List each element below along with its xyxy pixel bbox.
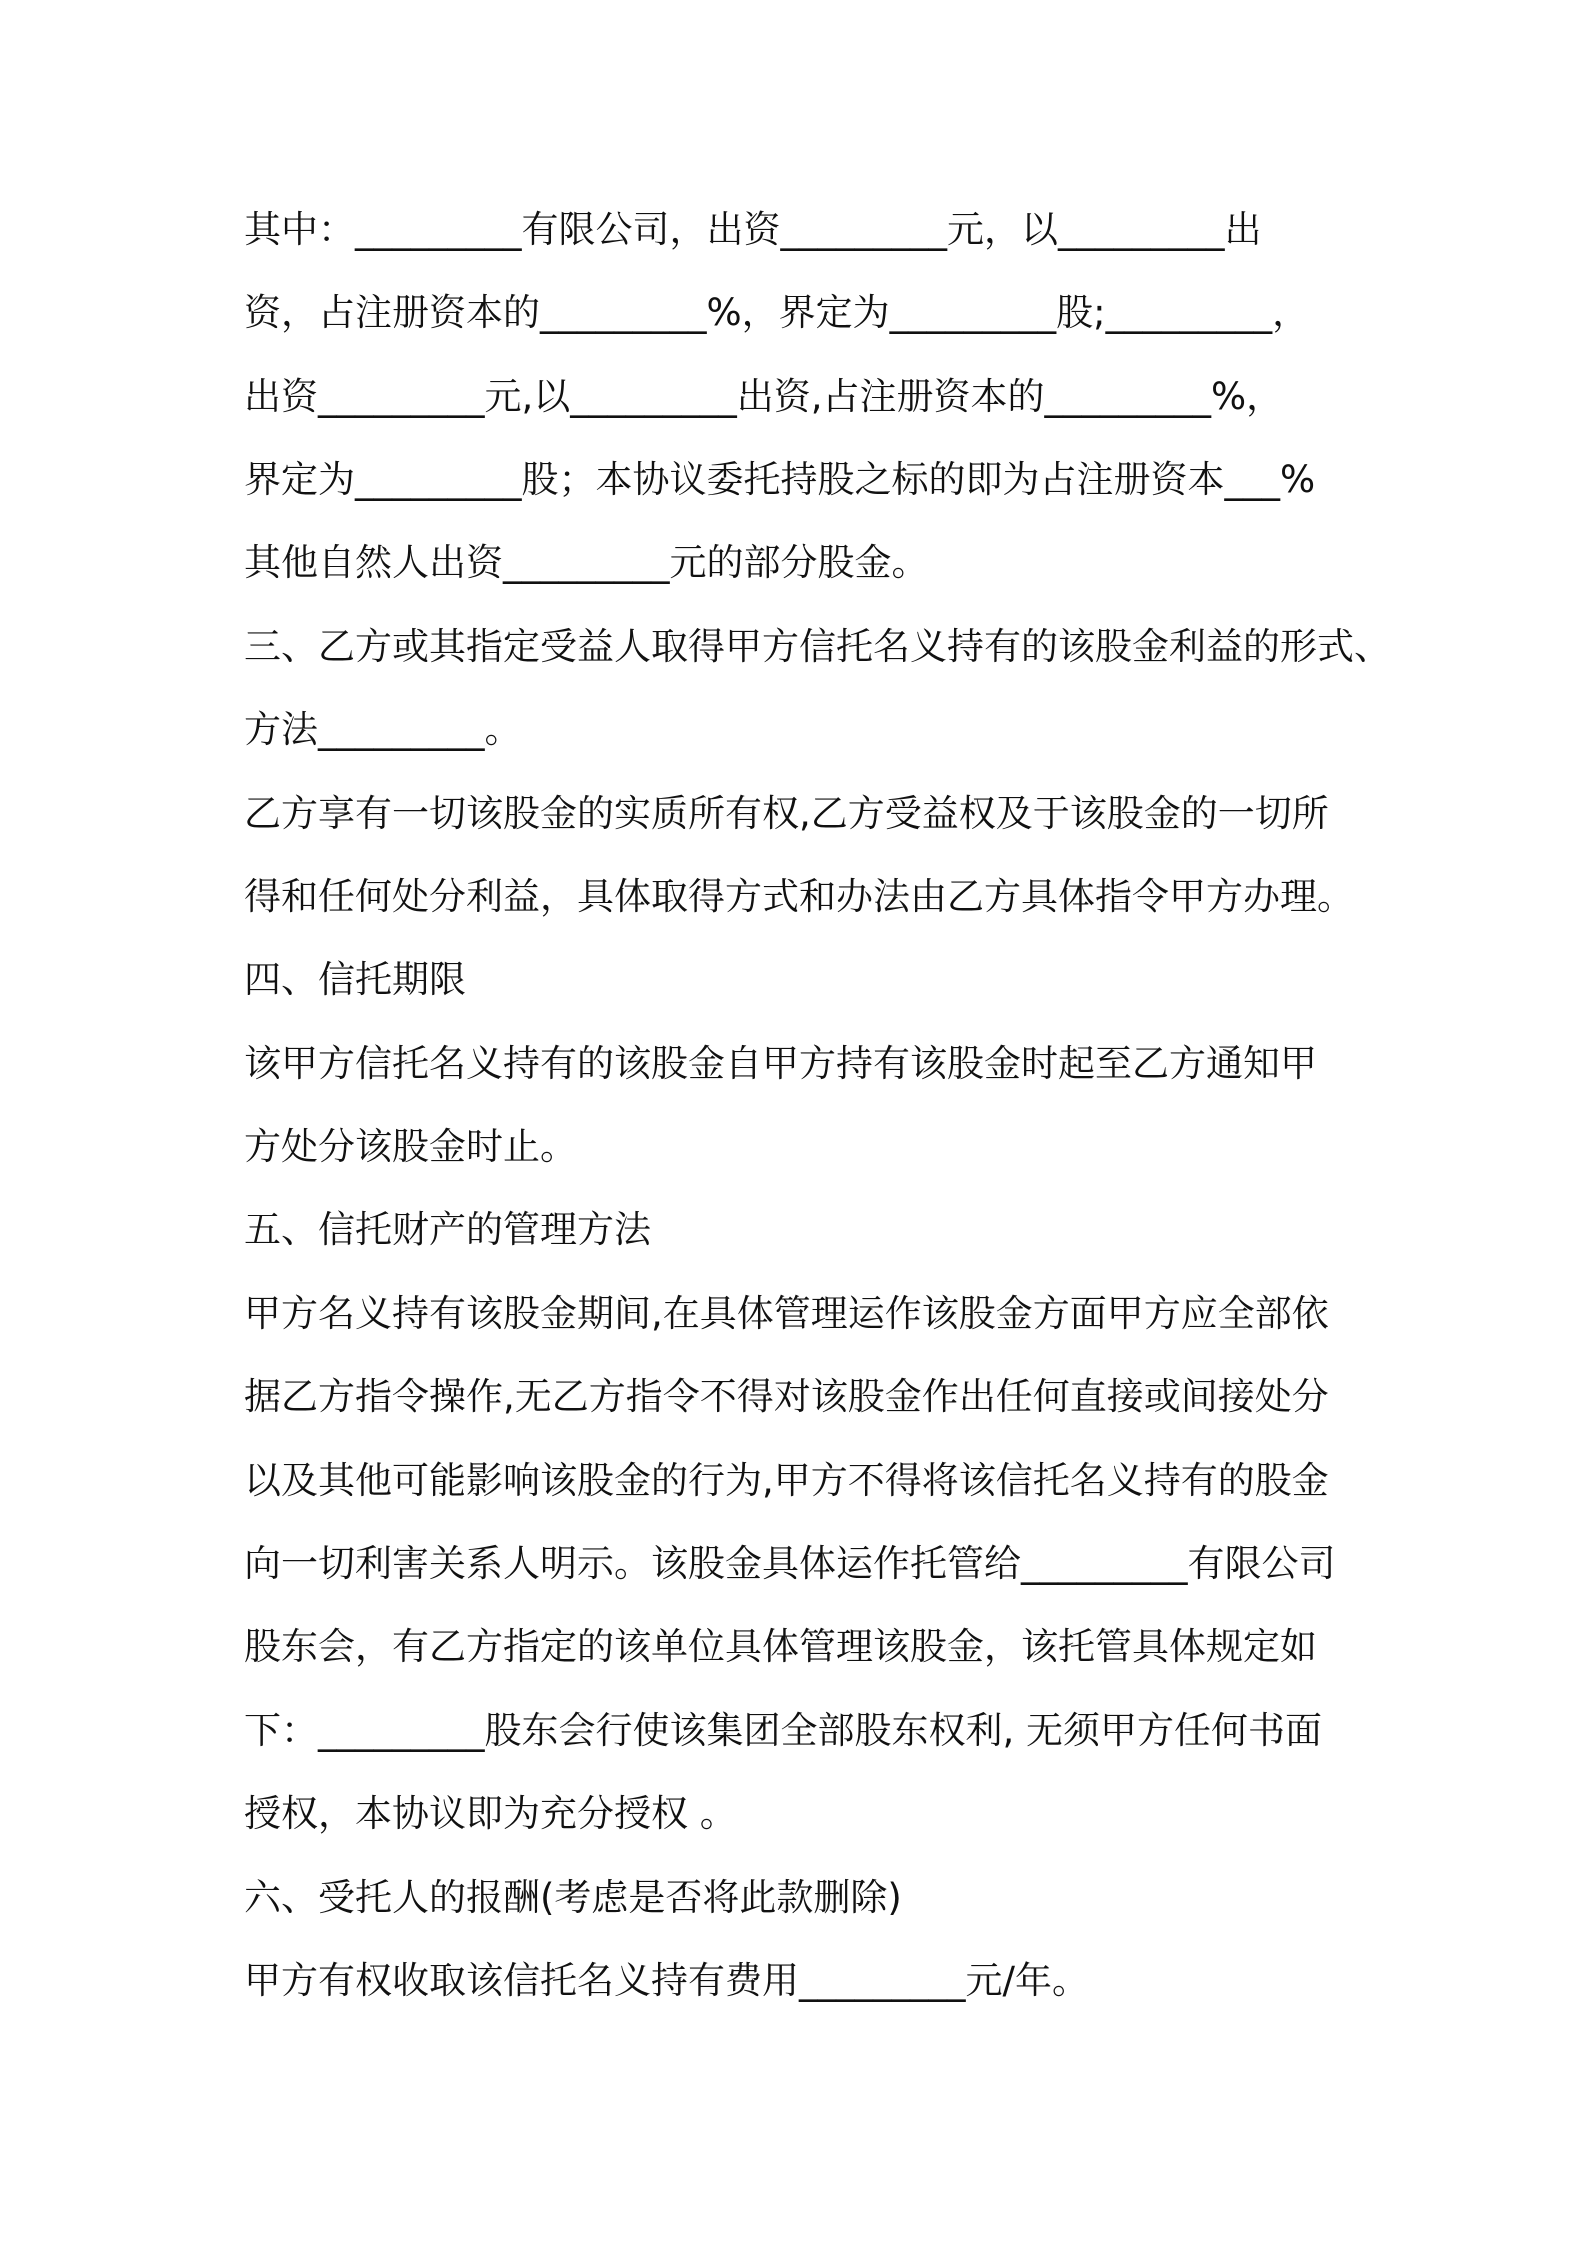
- text-line: 甲方有权收取该信托名义持有费用_________元/年。: [244, 1959, 1089, 2002]
- text-line: 其中：_________有限公司，出资_________元，以_________出: [244, 208, 1262, 251]
- text-line: 该甲方信托名义持有的该股金自甲方持有该股金时起至乙方通知甲: [244, 1042, 1317, 1085]
- text-line: 以及其他可能影响该股金的行为,甲方不得将该信托名义持有的股金: [244, 1459, 1329, 1502]
- text-line: 资，占注册资本的_________%，界定为_________股;_________，: [244, 291, 1310, 334]
- text-line: 股东会，有乙方指定的该单位具体管理该股金，该托管具体规定如: [244, 1625, 1317, 1668]
- section-heading-5: 五、信托财产的管理方法: [244, 1208, 651, 1251]
- text-line: 界定为_________股；本协议委托持股之标的即为占注册资本___%: [244, 458, 1316, 501]
- text-line: 甲方名义持有该股金期间,在具体管理运作该股金方面甲方应全部依: [244, 1292, 1329, 1335]
- text-line: 其他自然人出资_________元的部分股金。: [244, 541, 929, 584]
- text-line: 下：_________股东会行使该集团全部股东权利, 无须甲方任何书面: [244, 1709, 1323, 1752]
- text-line: 向一切利害关系人明示。该股金具体运作托管给_________有限公司: [244, 1542, 1336, 1585]
- text-line: 据乙方指令操作,无乙方指令不得对该股金作出任何直接或间接处分: [244, 1375, 1329, 1418]
- text-line: 授权，本协议即为充分授权 。: [244, 1792, 737, 1835]
- section-heading-6: 六、受托人的报酬(考虑是否将此款删除): [244, 1876, 902, 1919]
- text-line: 出资_________元,以_________出资,占注册资本的_________%，: [244, 375, 1284, 418]
- section-heading-3: 三、乙方或其指定受益人取得甲方信托名义持有的该股金利益的形式、: [244, 625, 1391, 668]
- text-line: 得和任何处分利益，具体取得方式和办法由乙方具体指令甲方办理。: [244, 875, 1354, 918]
- section-heading-4: 四、信托期限: [244, 958, 466, 1001]
- text-line: 方处分该股金时止。: [244, 1125, 577, 1168]
- text-line: 方法_________。: [244, 708, 522, 751]
- text-line: 乙方享有一切该股金的实质所有权,乙方受益权及于该股金的一切所: [244, 792, 1329, 835]
